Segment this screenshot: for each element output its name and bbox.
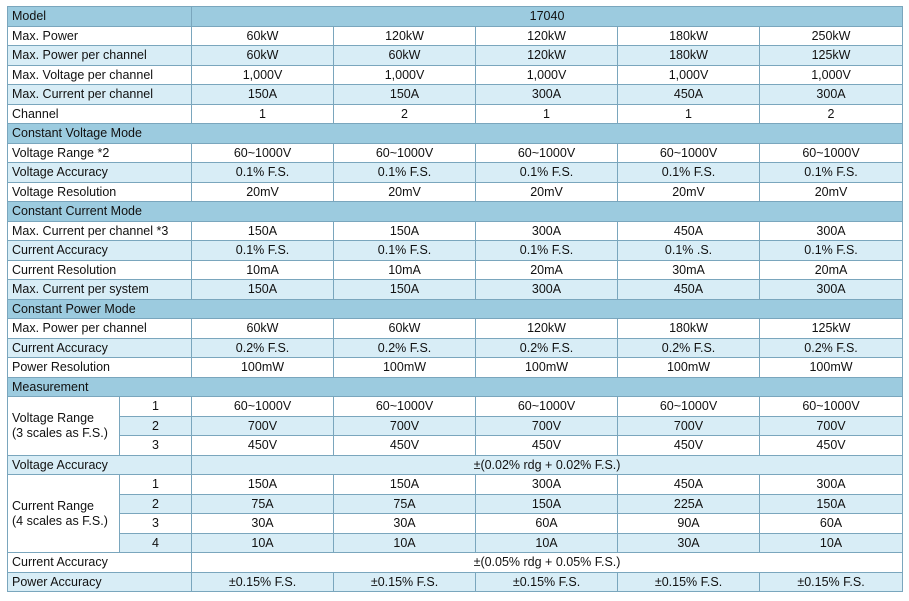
section-title-measurement: Measurement [8, 377, 903, 397]
spec-row [8, 182, 903, 202]
cell: 0.2% F.S. [618, 338, 760, 358]
cell: 1 [476, 104, 618, 124]
cell: 0.2% F.S. [192, 338, 334, 358]
cell: 90A [618, 514, 760, 534]
cell: 180kW [618, 319, 760, 339]
spec-table-container [7, 6, 903, 592]
scale-index: 1 [120, 397, 192, 417]
cell: 125kW [760, 46, 903, 66]
cell: 450A [618, 221, 760, 241]
scale-index: 1 [120, 475, 192, 495]
cell: 20mA [760, 260, 903, 280]
row-label: Max. Current per system [8, 280, 192, 300]
row-label: Current Resolution [8, 260, 192, 280]
spec-row [8, 338, 903, 358]
cell: 60~1000V [618, 397, 760, 417]
row-label: Voltage Accuracy [8, 455, 192, 475]
spec-row [8, 416, 903, 436]
cell: 1 [618, 104, 760, 124]
voltage-range-note: (3 scales as F.S.) [12, 425, 108, 440]
cell: 20mV [192, 182, 334, 202]
row-label: Max. Current per channel [8, 85, 192, 105]
cell: 180kW [618, 26, 760, 46]
cell: 120kW [476, 319, 618, 339]
cell: 10A [334, 533, 476, 553]
cell: 150A [760, 494, 903, 514]
cell: 1,000V [476, 65, 618, 85]
cell: 300A [476, 85, 618, 105]
merged-cell: ±(0.02% rdg + 0.02% F.S.) [192, 455, 903, 475]
cell: 120kW [476, 46, 618, 66]
cell: 300A [760, 280, 903, 300]
scale-index: 2 [120, 494, 192, 514]
cell: 30A [618, 533, 760, 553]
cell: 700V [334, 416, 476, 436]
cell: 60kW [192, 319, 334, 339]
cell: 60~1000V [476, 397, 618, 417]
section-header [8, 202, 903, 222]
cell: 0.1% F.S. [476, 241, 618, 261]
row-label: Current Accuracy [8, 241, 192, 261]
cell: 1,000V [618, 65, 760, 85]
spec-row [8, 260, 903, 280]
cell: 75A [192, 494, 334, 514]
cell: 0.1% .S. [618, 241, 760, 261]
cell: 10A [476, 533, 618, 553]
row-label: Max. Power [8, 26, 192, 46]
merged-cell: ±(0.05% rdg + 0.05% F.S.) [192, 553, 903, 573]
scale-index: 3 [120, 436, 192, 456]
spec-row [8, 436, 903, 456]
cell: 0.1% F.S. [192, 163, 334, 183]
voltage-range-label [8, 397, 120, 456]
cell: 10A [192, 533, 334, 553]
cell: 2 [334, 104, 476, 124]
cell: 1 [192, 104, 334, 124]
cell: 10mA [334, 260, 476, 280]
section-header [8, 124, 903, 144]
scale-index: 2 [120, 416, 192, 436]
model-value: 17040 [192, 7, 903, 27]
cell: 60A [760, 514, 903, 534]
cell: 150A [192, 221, 334, 241]
current-range-label [8, 475, 120, 553]
cell: 300A [476, 221, 618, 241]
row-label: Voltage Range *2 [8, 143, 192, 163]
cell: 120kW [476, 26, 618, 46]
current-range-title: Current Range [12, 498, 94, 513]
cell: 100mW [618, 358, 760, 378]
row-label: Voltage Resolution [8, 182, 192, 202]
cell: 100mW [476, 358, 618, 378]
cell: 450V [618, 436, 760, 456]
cell: 60~1000V [760, 397, 903, 417]
cell: 60~1000V [334, 143, 476, 163]
row-label: Max. Power per channel [8, 46, 192, 66]
cell: 150A [476, 494, 618, 514]
spec-row [8, 163, 903, 183]
cell: 150A [334, 280, 476, 300]
cell: 700V [760, 416, 903, 436]
cell: 150A [334, 85, 476, 105]
cell: 150A [192, 280, 334, 300]
spec-row [8, 494, 903, 514]
spec-row [8, 572, 903, 592]
cell: 30A [334, 514, 476, 534]
row-label: Current Accuracy [8, 553, 192, 573]
spec-table [7, 6, 903, 592]
cell: 0.1% F.S. [192, 241, 334, 261]
cell: 225A [618, 494, 760, 514]
cell: 60~1000V [192, 397, 334, 417]
cell: 0.1% F.S. [334, 163, 476, 183]
section-header [8, 377, 903, 397]
cell: 300A [476, 475, 618, 495]
scale-index: 4 [120, 533, 192, 553]
cell: 0.1% F.S. [618, 163, 760, 183]
cell: 1,000V [334, 65, 476, 85]
cell: 150A [192, 475, 334, 495]
cell: 125kW [760, 319, 903, 339]
cell: 20mA [476, 260, 618, 280]
row-label: Power Resolution [8, 358, 192, 378]
row-label: Channel [8, 104, 192, 124]
cell: 60kW [334, 46, 476, 66]
spec-row [8, 280, 903, 300]
cell: 450V [476, 436, 618, 456]
cell: 1,000V [760, 65, 903, 85]
spec-row [8, 65, 903, 85]
scale-index: 3 [120, 514, 192, 534]
cell: 250kW [760, 26, 903, 46]
cell: 60kW [334, 319, 476, 339]
cell: 700V [618, 416, 760, 436]
row-label: Voltage Accuracy [8, 163, 192, 183]
cell: ±0.15% F.S. [192, 572, 334, 592]
cell: 450V [760, 436, 903, 456]
section-title-cc: Constant Current Mode [8, 202, 903, 222]
cell: 120kW [334, 26, 476, 46]
cell: 60~1000V [192, 143, 334, 163]
row-label: Power Accuracy [8, 572, 192, 592]
current-range-note: (4 scales as F.S.) [12, 513, 108, 528]
cell: 20mV [618, 182, 760, 202]
row-label: Max. Current per channel *3 [8, 221, 192, 241]
cell: 450A [618, 475, 760, 495]
cell: 180kW [618, 46, 760, 66]
cell: 60kW [192, 26, 334, 46]
cell: 20mV [476, 182, 618, 202]
cell: 150A [192, 85, 334, 105]
cell: ±0.15% F.S. [618, 572, 760, 592]
cell: 0.1% F.S. [760, 241, 903, 261]
cell: 30A [192, 514, 334, 534]
cell: 0.1% F.S. [334, 241, 476, 261]
cell: 60kW [192, 46, 334, 66]
spec-row [8, 26, 903, 46]
cell: 1,000V [192, 65, 334, 85]
cell: 0.2% F.S. [476, 338, 618, 358]
cell: 450A [618, 85, 760, 105]
row-label: Max. Voltage per channel [8, 65, 192, 85]
cell: 0.1% F.S. [760, 163, 903, 183]
cell: 60~1000V [334, 397, 476, 417]
cell: 300A [760, 221, 903, 241]
cell: 2 [760, 104, 903, 124]
cell: 100mW [760, 358, 903, 378]
cell: 450A [618, 280, 760, 300]
spec-row [8, 553, 903, 573]
cell: 20mV [334, 182, 476, 202]
cell: 100mW [334, 358, 476, 378]
cell: ±0.15% F.S. [760, 572, 903, 592]
cell: 300A [760, 475, 903, 495]
cell: 450V [192, 436, 334, 456]
cell: ±0.15% F.S. [334, 572, 476, 592]
cell: 700V [192, 416, 334, 436]
cell: 30mA [618, 260, 760, 280]
spec-row [8, 533, 903, 553]
row-label: Max. Power per channel [8, 319, 192, 339]
section-title-cp: Constant Power Mode [8, 299, 903, 319]
cell: 0.1% F.S. [476, 163, 618, 183]
spec-row [8, 221, 903, 241]
cell: 60~1000V [760, 143, 903, 163]
cell: 75A [334, 494, 476, 514]
spec-row [8, 319, 903, 339]
section-title-cv: Constant Voltage Mode [8, 124, 903, 144]
spec-row [8, 241, 903, 261]
cell: 60~1000V [618, 143, 760, 163]
cell: 60A [476, 514, 618, 534]
cell: ±0.15% F.S. [476, 572, 618, 592]
cell: 0.2% F.S. [334, 338, 476, 358]
cell: 300A [476, 280, 618, 300]
cell: 700V [476, 416, 618, 436]
spec-row [8, 455, 903, 475]
cell: 150A [334, 221, 476, 241]
section-header [8, 299, 903, 319]
voltage-range-title: Voltage Range [12, 410, 95, 425]
cell: 20mV [760, 182, 903, 202]
cell: 10mA [192, 260, 334, 280]
spec-row [8, 397, 903, 417]
cell: 450V [334, 436, 476, 456]
cell: 100mW [192, 358, 334, 378]
cell: 150A [334, 475, 476, 495]
row-label: Current Accuracy [8, 338, 192, 358]
spec-row [8, 46, 903, 66]
spec-row [8, 514, 903, 534]
spec-row [8, 104, 903, 124]
spec-row [8, 85, 903, 105]
model-row [8, 7, 903, 27]
spec-row [8, 143, 903, 163]
spec-row [8, 358, 903, 378]
cell: 10A [760, 533, 903, 553]
cell: 0.2% F.S. [760, 338, 903, 358]
spec-row [8, 475, 903, 495]
model-label: Model [8, 7, 192, 27]
cell: 300A [760, 85, 903, 105]
cell: 60~1000V [476, 143, 618, 163]
